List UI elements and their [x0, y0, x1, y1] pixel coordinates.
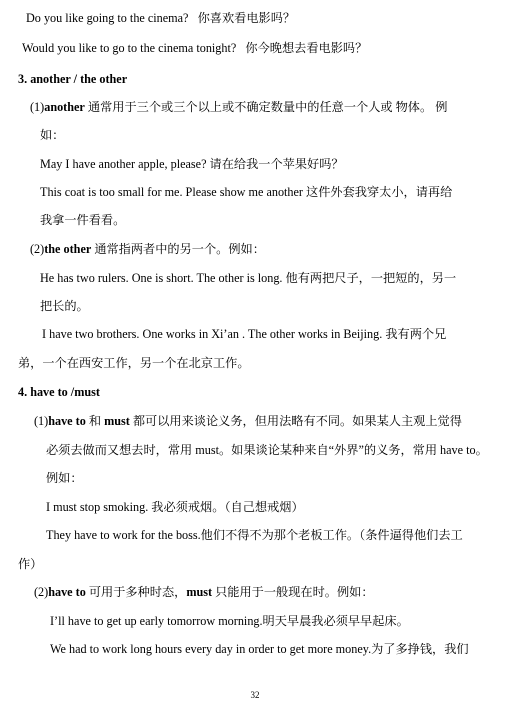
example-line: I have two brothers. One works in Xi’an . The other works in Beijing. 我有两个兄	[42, 327, 447, 341]
continuation-line: 弟，一个在西安工作，另一个在北京工作。	[18, 356, 250, 370]
subsection-text: 通常用于三个或三个以上或不确定数量中的任意一个人或 物体。 例	[84, 100, 448, 114]
continuation-line: 作）	[18, 557, 43, 571]
subsection-line	[30, 99, 447, 115]
term: have to	[48, 585, 86, 599]
example-line: They have to work for the boss.他们不得不为那个老板工作。（条件逼得他们去工	[46, 528, 463, 542]
example-line: We had to work long hours every day in order to get more money.为了多挣钱，我们	[50, 642, 469, 656]
subsection-text: 只能用于一般现在时。例如：	[212, 585, 374, 599]
term: must	[186, 585, 213, 599]
continuation-line: 如：	[40, 128, 65, 142]
subsection-text: 和	[85, 414, 105, 428]
term: must	[104, 414, 130, 428]
subsection-line	[34, 584, 374, 600]
subsection-line	[34, 413, 462, 429]
continuation-line: 必须去做而又想去时，常用 must。如果谈论某种来自“外界”的义务，常用 have to。	[46, 443, 488, 457]
term: another	[44, 100, 85, 114]
term: the other	[44, 242, 92, 256]
subsection-text: 可用于多种时态，	[85, 585, 187, 599]
continuation-line: 把长的。	[40, 299, 89, 313]
example-line: Do you like going to the cinema? 你喜欢看电影吗？	[26, 11, 296, 25]
subsection-line	[30, 241, 265, 257]
subsection-number: (2)	[34, 585, 49, 599]
section-heading: 4. have to /must	[18, 385, 100, 399]
example-line: This coat is too small for me. Please show me another 这件外套我穿太小，请再给	[40, 185, 453, 199]
continuation-line: 例如：	[46, 471, 83, 485]
section-heading: 3. another / the other	[18, 72, 128, 86]
example-line: Would you like to go to the cinema tonight? 你今晚想去看电影吗？	[22, 41, 368, 55]
subsection-number: (1)	[30, 100, 45, 114]
subsection-number: (2)	[30, 242, 45, 256]
page-number: 32	[250, 690, 260, 700]
continuation-line: 我拿一件看看。	[40, 213, 126, 227]
subsection-text: 都可以用来谈论义务，但用法略有不同。如果某人主观上觉得	[129, 414, 462, 428]
example-line: I must stop smoking. 我必须戒烟。（自己想戒烟）	[46, 500, 304, 514]
subsection-number: (1)	[34, 414, 49, 428]
example-line: He has two rulers. One is short. The other is long. 他有两把尺子，一把短的，另一	[40, 271, 457, 285]
subsection-text: 通常指两者中的另一个。例如：	[91, 242, 265, 256]
term: have to	[48, 414, 86, 428]
example-line: I’ll have to get up early tomorrow morning.明天早晨我必须早早起床。	[50, 614, 409, 628]
example-line: May I have another apple, please? 请在给我一个苹果好吗？	[40, 157, 344, 171]
